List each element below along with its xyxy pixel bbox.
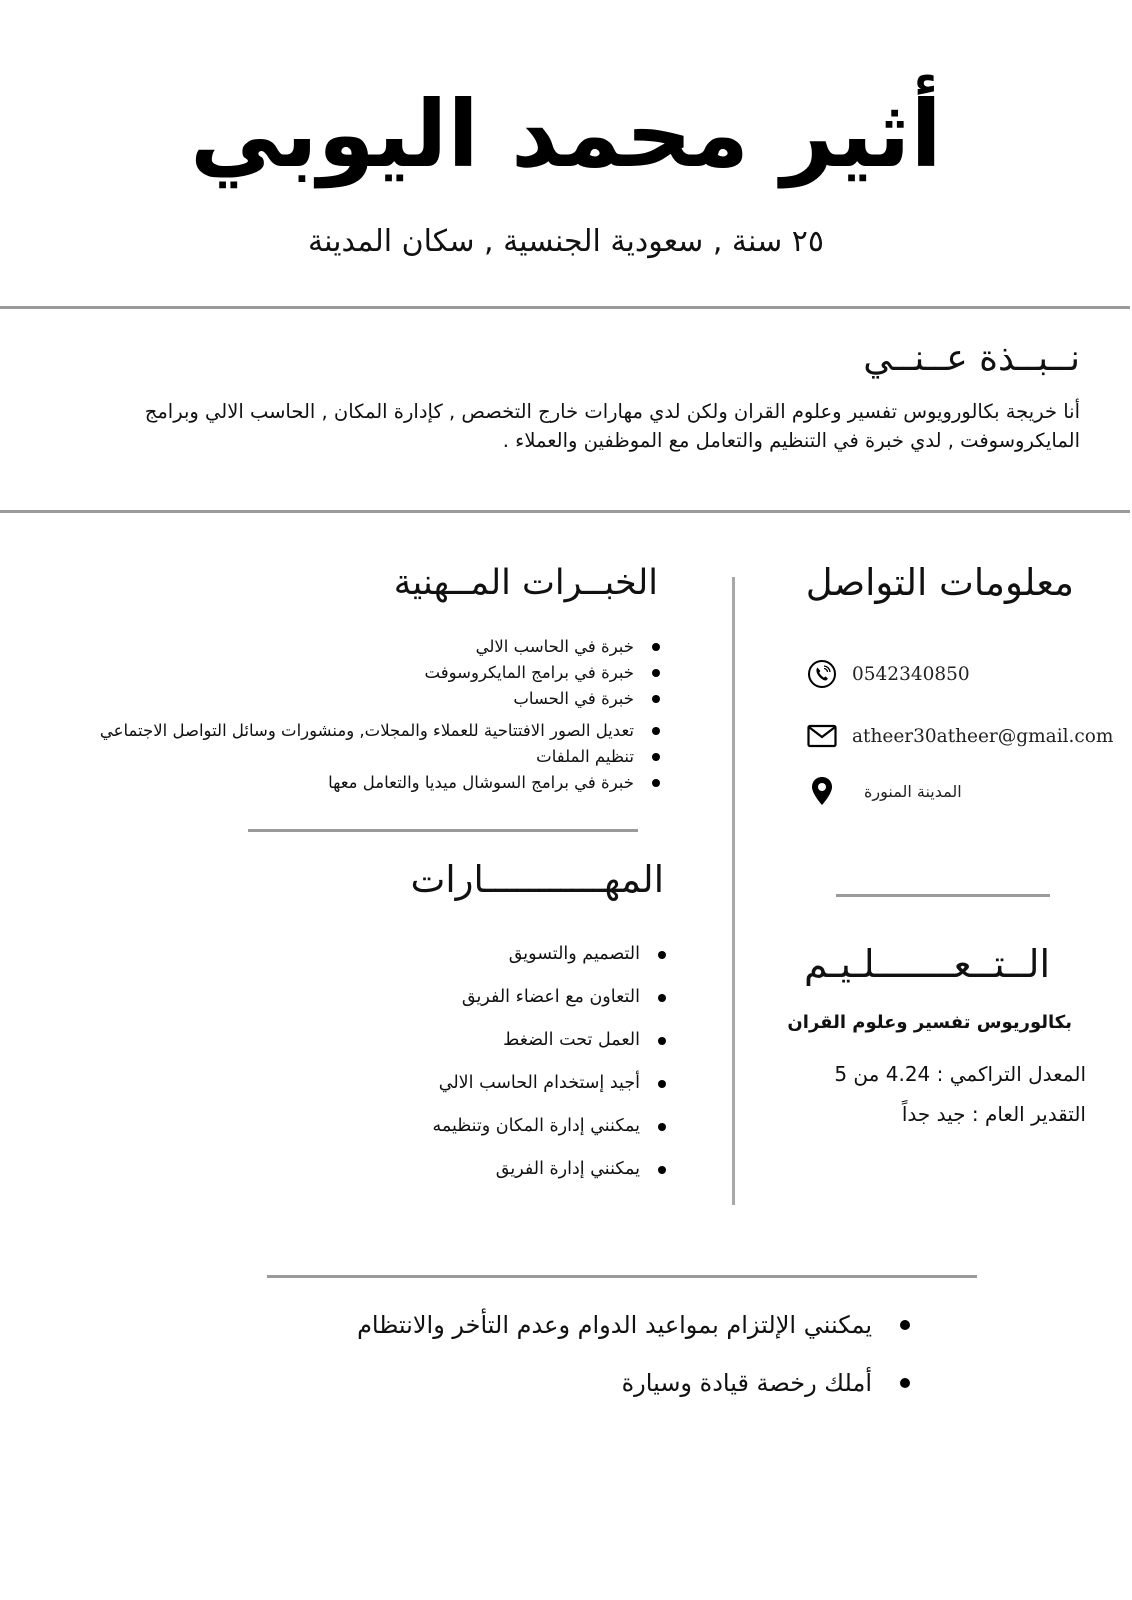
column-divider	[732, 577, 735, 1205]
bullet-icon	[900, 1378, 910, 1388]
experience-list	[40, 634, 660, 796]
about-divider	[0, 510, 1130, 513]
education-heading: الــتــعـــــــلـيـم	[804, 942, 1050, 986]
bullet-icon	[652, 753, 660, 761]
bullet-icon	[652, 643, 660, 651]
skills-heading: المهـــــــــــارات	[410, 858, 664, 901]
candidate-name: أثير محمد اليوبي	[190, 81, 942, 188]
bullet-icon	[658, 1123, 666, 1131]
header-divider	[0, 306, 1130, 309]
experience-item-text: خبرة في برامج المايكروسوفت	[424, 663, 634, 682]
extra-item	[210, 1354, 910, 1412]
bullet-icon	[658, 1166, 666, 1174]
experience-item-text: خبرة في برامج السوشال ميديا والتعامل معها	[328, 773, 634, 792]
bullet-icon	[652, 669, 660, 677]
skill-item	[166, 1062, 666, 1105]
contact-heading: معلومات التواصل	[805, 561, 1074, 604]
location-pin-icon	[806, 775, 838, 807]
bottom-divider	[267, 1275, 977, 1278]
skill-item-text: أجيد إستخدام الحاسب الالي	[438, 1073, 640, 1093]
experience-item	[40, 634, 660, 660]
skill-item-text: يمكنني إدارة المكان وتنظيمه	[432, 1116, 640, 1136]
skill-item-text: التعاون مع اعضاء الفريق	[461, 987, 640, 1007]
extra-item-text: أملك رخصة قيادة وسيارة	[621, 1369, 872, 1397]
location-text: المدينة المنورة	[864, 781, 962, 801]
skill-item	[166, 1019, 666, 1062]
candidate-subtitle: ٢٥ سنة , سعودية الجنسية , سكان المدينة	[308, 224, 824, 259]
skill-item	[166, 1148, 666, 1191]
bullet-icon	[658, 1080, 666, 1088]
skill-item	[166, 933, 666, 976]
extra-item-text: يمكنني الإلتزام بمواعيد الدوام وعدم التأخر والانتظام	[357, 1311, 872, 1339]
extras-list	[210, 1296, 910, 1412]
skill-item	[166, 1105, 666, 1148]
experience-item	[40, 660, 660, 686]
bullet-icon	[900, 1320, 910, 1330]
bullet-icon	[652, 779, 660, 787]
experience-divider	[248, 829, 638, 832]
phone-number[interactable]: 0542340850	[852, 663, 970, 685]
skill-item-text: التصميم والتسويق	[508, 944, 640, 964]
education-degree: بكالوريوس تفسير وعلوم القران	[787, 1012, 1072, 1033]
education-grade: التقدير العام : جيد جداً	[901, 1102, 1086, 1126]
experience-item	[40, 718, 660, 744]
experience-item-text: خبرة في الحساب	[513, 689, 634, 708]
experience-item	[40, 686, 660, 712]
skill-item-text: يمكنني إدارة الفريق	[495, 1159, 640, 1179]
about-heading: نــبــذة عــنــي	[863, 338, 1080, 379]
email-address[interactable]: atheer30atheer@gmail.com	[852, 725, 1114, 747]
mail-icon	[806, 720, 838, 752]
contact-email	[806, 719, 1113, 753]
skill-item	[166, 976, 666, 1019]
about-text: أنا خريجة بكالورويوس تفسير وعلوم القران ولكن لدي مهارات خارج التخصص , كإدارة المكان , الحاسب الالي وبرامج المايكروسوفت , لدي خبرة في التنظيم والتعامل مع الموظفين والعملاء .	[144, 400, 1080, 452]
contact-phone	[806, 657, 970, 691]
bullet-icon	[652, 695, 660, 703]
experience-item-text: تنظيم الملفات	[536, 747, 634, 766]
experience-item	[40, 770, 660, 796]
bullet-icon	[658, 1037, 666, 1045]
experience-item-text: خبرة في الحاسب الالي	[475, 637, 634, 656]
skills-list	[166, 933, 666, 1191]
experience-item	[40, 744, 660, 770]
bullet-icon	[652, 727, 660, 735]
bullet-icon	[658, 994, 666, 1002]
skill-item-text: العمل تحت الضغط	[503, 1030, 640, 1050]
extra-item	[210, 1296, 910, 1354]
bullet-icon	[658, 951, 666, 959]
experience-item-text: تعديل الصور الافتتاحية للعملاء والمجلات, ومنشورات وسائل التواصل الاجتماعي	[99, 721, 634, 740]
experience-heading: الخبــرات المــهنية	[393, 563, 658, 603]
phone-icon	[806, 658, 838, 690]
contact-location	[806, 774, 962, 808]
contact-divider	[836, 894, 1050, 897]
education-gpa: المعدل التراكمي : 4.24 من 5	[834, 1062, 1086, 1086]
